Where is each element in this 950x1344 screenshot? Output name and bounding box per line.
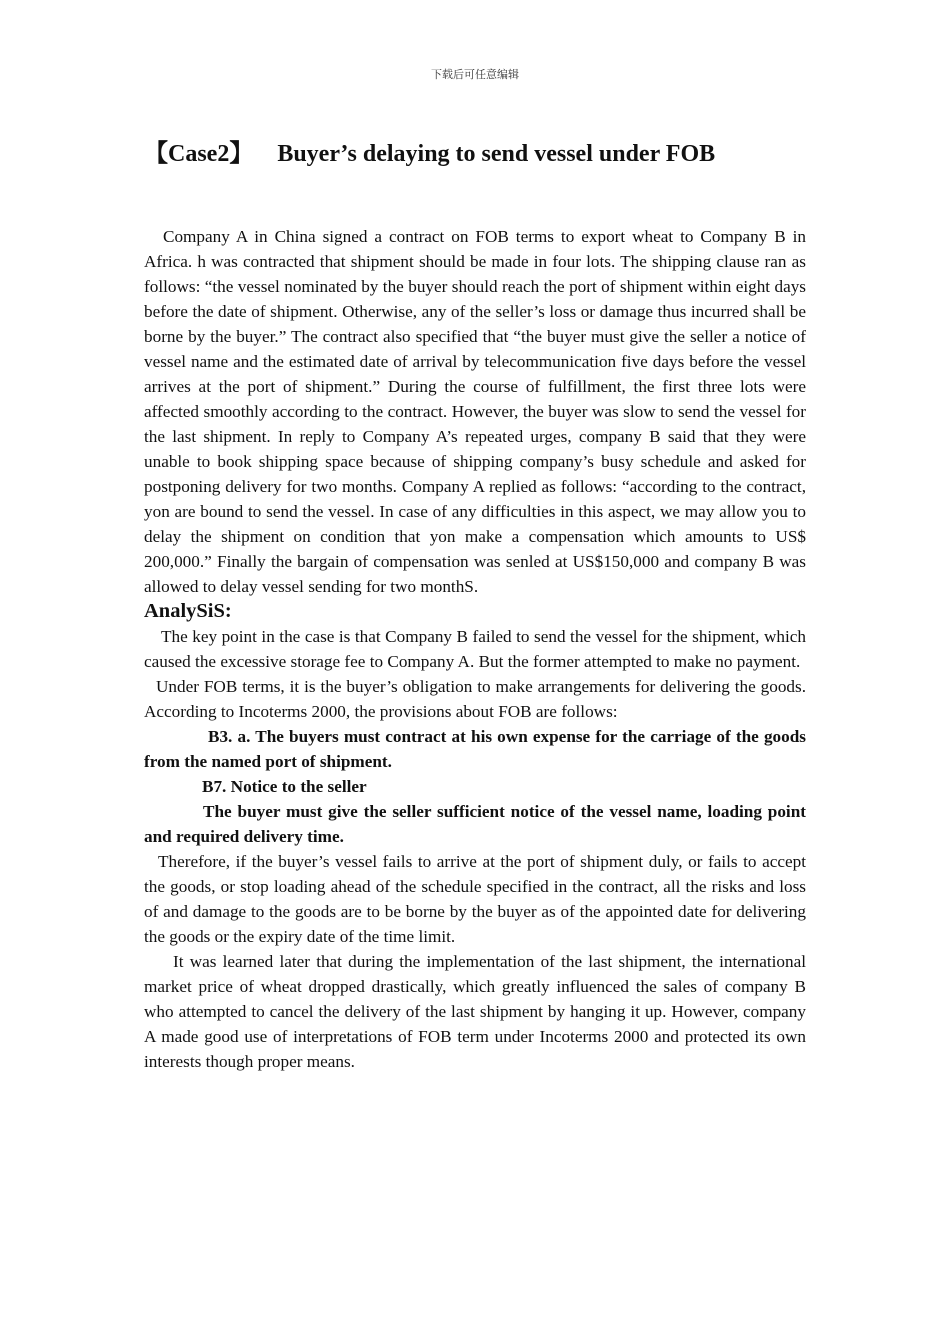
- provision-b7-heading: B7. Notice to the seller: [202, 777, 367, 796]
- provision-b3: B3. a. The buyers must contract at his own expense for the carriage of the goods from the named port of shipment.: [144, 727, 806, 771]
- case-tag: 【Case2】: [144, 141, 254, 167]
- intro-paragraph: Company A in China signed a contract on FOB terms to export wheat to Company B in Africa. h was contracted that shipment should be made in four lots. The shipping clause ran as follows: “the vessel nominated by the buyer should reach the port of shipment within eight days before the date of shipment. Otherwise, any of the seller’s loss or damage thus incurred shall be borne by the buyer.” The contract also specified that “the buyer must give the seller a notice of vessel name and the estimated date of arrival by telecommunication five days before the vessel arrives at the port of shipment.” During the course of fulfillment, the first three lots were affected smoothly according to the contract. However, the buyer was slow to send the vessel for the last shipment. In reply to Company A’s repeated urges, company B said that they were unable to book shipping space because of shipping company’s busy schedule and asked for postponing delivery for two months. Company A replied as follows: “according to the contract, yon are bound to send the vessel. In case of any difficulties in this aspect, we may allow you to delay the shipment on condition that yon make a compensation which amounts to US$ 200,000.” Finally the bargain of compensation was senled at US$150,000 and company B was allowed to delay vessel sending for two monthS.: [144, 227, 806, 596]
- analysis-heading: AnalySiS:: [144, 600, 232, 622]
- header-note: 下载后可任意编辑: [431, 68, 519, 81]
- therefore-paragraph: Therefore, if the buyer’s vessel fails to arrive at the port of shipment duly, or fails to accept the goods, or stop loading ahead of the schedule specified in the contract, all the risks and loss of and damage to the goods are to be borne by the buyer as of the appointed date for delivering the goods or the expiry date of the time limit.: [144, 852, 806, 946]
- analysis-paragraph-1: The key point in the case is that Company B failed to send the vessel for the shipment, which caused the excessive storage fee to Company A. But the former attempted to make no payment.: [144, 627, 806, 671]
- conclusion-paragraph: It was learned later that during the implementation of the last shipment, the international market price of wheat dropped drastically, which greatly influenced the sales of company B who attempted to cancel the delivery of the last shipment by hanging it up. However, company A made good use of interpretations of FOB term under Incoterms 2000 and protected its own interests though proper means.: [144, 952, 806, 1071]
- page-title: [144, 133, 824, 168]
- analysis-paragraph-2: Under FOB terms, it is the buyer’s obligation to make arrangements for delivering the goods. According to Incoterms 2000, the provisions about FOB are follows:: [144, 677, 806, 721]
- title-text: Buyer’s delaying to send vessel under FOB: [277, 141, 716, 167]
- provision-b7-text: The buyer must give the seller sufficient notice of the vessel name, loading point and required delivery time.: [144, 802, 806, 846]
- document-body: [144, 224, 806, 1074]
